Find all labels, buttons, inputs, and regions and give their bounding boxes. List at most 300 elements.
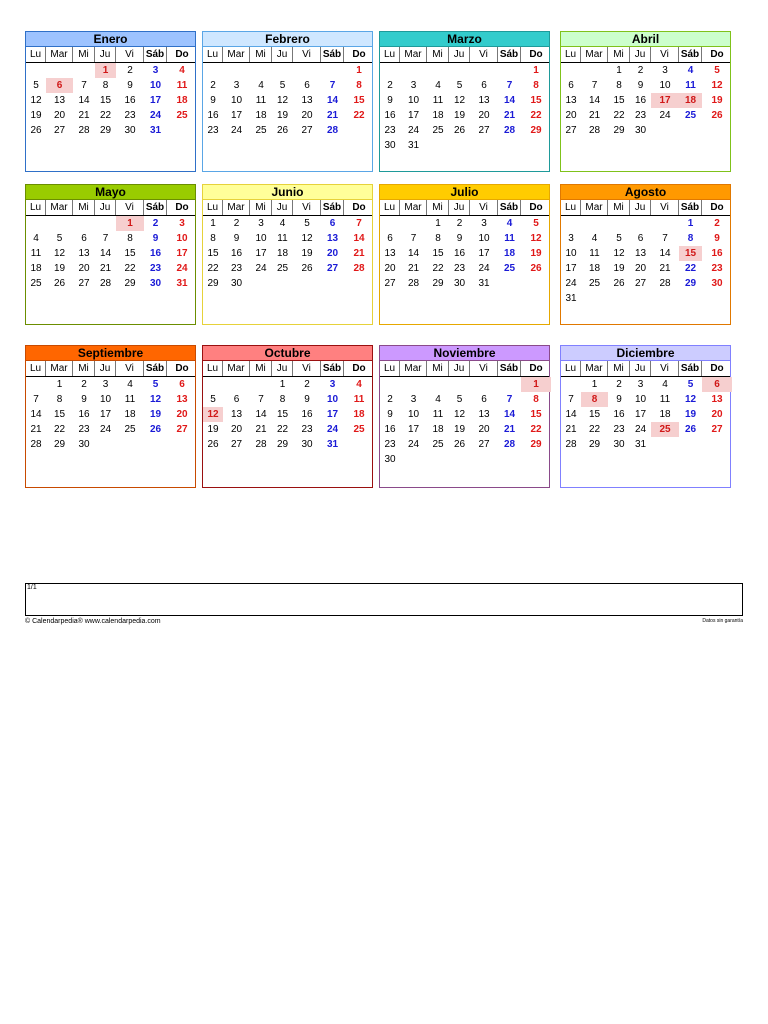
month-title: Septiembre — [26, 346, 195, 361]
day-cell: 9 — [127, 80, 133, 91]
day-cell: 12 — [30, 95, 42, 106]
day-cell: 24 — [478, 263, 490, 274]
day-cell: 26 — [276, 125, 289, 136]
weekday-label: Vi — [651, 361, 679, 376]
day-cell: 23 — [613, 424, 625, 435]
empty-cell — [427, 377, 449, 392]
day-cell: 24 — [255, 263, 267, 274]
day-cell: 13 — [176, 394, 188, 405]
day-cell: 11 — [504, 233, 515, 244]
weekday-label: Sáb — [321, 47, 344, 62]
day-cell: 1 — [687, 218, 694, 229]
day-cell: 23 — [78, 424, 90, 435]
day-cell: 5 — [687, 379, 694, 390]
day-cell: 19 — [453, 424, 466, 435]
day-cell: 22 — [276, 424, 289, 435]
day-cell: 10 — [565, 248, 577, 259]
day-cell: 11 — [432, 95, 444, 106]
weekday-label: Ju — [272, 361, 293, 376]
month-octubre — [202, 345, 373, 488]
weekday-label: Sáb — [679, 361, 702, 376]
weekday-label: Sáb — [679, 200, 702, 215]
day-cell: 7 — [506, 394, 513, 405]
day-cell: 1 — [521, 377, 551, 392]
day-cell: 15 — [207, 248, 219, 259]
day-cell: 13 — [230, 409, 243, 420]
weekday-header — [380, 47, 549, 63]
empty-cell — [449, 63, 470, 78]
day-cell: 11 — [659, 394, 671, 405]
day-cell: 14 — [326, 95, 339, 106]
weekday-label: Mar — [46, 361, 73, 376]
day-cell: 30 — [384, 140, 396, 151]
day-cell: 1 — [279, 379, 286, 390]
day-cell: 28 — [255, 439, 267, 450]
weekday-header — [203, 200, 372, 216]
weekday-label: Do — [352, 202, 366, 213]
month-title: Febrero — [203, 32, 372, 47]
month-title: Agosto — [561, 185, 730, 200]
day-cell: 3 — [481, 218, 487, 229]
weekday-label: Vi — [651, 200, 679, 215]
day-cell: 22 — [530, 424, 542, 435]
month-title: Marzo — [380, 32, 549, 47]
day-cell: 2 — [616, 379, 622, 390]
empty-cell — [293, 63, 321, 78]
page-number: 1/1 — [27, 584, 37, 591]
day-cell: 3 — [637, 379, 644, 390]
day-cell: 24 — [565, 278, 577, 289]
day-cell: 18 — [588, 263, 601, 274]
day-cell: 17 — [149, 95, 162, 106]
day-cell: 12 — [53, 248, 66, 259]
day-cell: 8 — [102, 80, 109, 91]
day-cell: 29 — [432, 278, 444, 289]
day-cell: 25 — [276, 263, 289, 274]
day-cell: 3 — [152, 65, 159, 76]
month-enero — [25, 31, 196, 172]
day-cell: 10 — [478, 233, 490, 244]
day-cell: 10 — [407, 409, 420, 420]
day-cell: 19 — [53, 263, 66, 274]
weekday-label: Sáb — [321, 361, 344, 376]
day-cell: 31 — [176, 278, 188, 289]
day-cell: 23 — [149, 263, 162, 274]
weekday-label: Do — [529, 49, 543, 60]
day-cell: 20 — [230, 424, 243, 435]
day-cell: 21 — [30, 424, 42, 435]
day-cell: 8 — [210, 233, 216, 244]
day-cell: 22 — [432, 263, 444, 274]
day-cell: 6 — [329, 218, 336, 229]
day-cell: 19 — [301, 248, 313, 259]
weekday-label: Vi — [116, 200, 144, 215]
weekday-label: Mi — [608, 361, 630, 376]
day-cell: 28 — [565, 439, 577, 450]
empty-cell — [498, 377, 521, 392]
weekday-label: Do — [710, 49, 724, 60]
day-cell: 22 — [207, 263, 219, 274]
day-cell: 21 — [503, 110, 516, 121]
day-cell: 1 — [533, 65, 539, 76]
weekday-label: Vi — [116, 361, 144, 376]
day-cell: 11 — [277, 233, 288, 244]
day-cell: 8 — [435, 233, 441, 244]
month-days — [203, 377, 372, 452]
day-cell: 28 — [99, 278, 112, 289]
day-cell: 26 — [30, 125, 42, 136]
day-cell: 24 — [99, 424, 112, 435]
day-cell: 17 — [565, 263, 577, 274]
weekday-label: Do — [529, 202, 543, 213]
day-cell: 7 — [258, 394, 264, 405]
weekday-header — [561, 47, 730, 63]
day-cell: 25 — [176, 110, 188, 121]
weekday-label: Ju — [95, 200, 116, 215]
day-cell: 1 — [435, 218, 441, 229]
month-marzo — [379, 31, 550, 172]
day-cell: 7 — [410, 233, 417, 244]
day-cell: 20 — [634, 263, 647, 274]
weekday-label: Lu — [380, 200, 400, 215]
day-cell: 7 — [102, 233, 109, 244]
month-days — [561, 216, 730, 306]
month-days — [561, 377, 730, 452]
weekday-label: Sáb — [498, 200, 521, 215]
day-cell: 26 — [711, 110, 723, 121]
day-cell: 3 — [410, 80, 417, 91]
day-cell: 19 — [711, 95, 723, 106]
day-cell: 5 — [56, 233, 63, 244]
day-cell: 8 — [616, 80, 622, 91]
day-cell: 1 — [56, 379, 63, 390]
day-cell: 4 — [127, 379, 133, 390]
weekday-label: Lu — [203, 200, 223, 215]
day-cell: 3 — [568, 233, 574, 244]
weekday-label: Vi — [293, 200, 321, 215]
day-cell: 8 — [127, 233, 133, 244]
month-title: Enero — [26, 32, 195, 47]
empty-cell — [427, 63, 449, 78]
empty-cell — [380, 63, 400, 78]
day-cell: 21 — [353, 248, 365, 259]
day-cell: 15 — [530, 409, 542, 420]
day-cell: 14 — [353, 233, 365, 244]
day-cell: 14 — [588, 95, 601, 106]
empty-cell — [400, 377, 427, 392]
day-cell: 7 — [81, 80, 87, 91]
day-cell: 4 — [435, 80, 441, 91]
month-days — [380, 63, 549, 153]
day-cell: 18 — [276, 248, 289, 259]
day-cell: 2 — [81, 379, 87, 390]
day-cell: 27 — [53, 125, 66, 136]
day-cell: 22 — [99, 110, 112, 121]
day-cell: 2 — [637, 65, 644, 76]
day-cell: 23 — [230, 263, 243, 274]
day-cell: 9 — [81, 394, 87, 405]
day-cell: 12 — [453, 95, 466, 106]
empty-cell — [73, 216, 95, 231]
day-cell: 20 — [384, 263, 396, 274]
day-cell: 15 — [99, 95, 112, 106]
day-cell: 20 — [711, 409, 723, 420]
day-cell: 25 — [255, 125, 267, 136]
day-cell: 2 — [387, 80, 393, 91]
empty-cell — [223, 377, 250, 392]
empty-cell — [449, 377, 470, 392]
weekday-header — [203, 47, 372, 63]
day-cell: 2 — [387, 394, 393, 405]
day-cell: 7 — [33, 394, 39, 405]
day-cell: 18 — [353, 409, 365, 420]
day-cell: 4 — [356, 379, 362, 390]
day-cell: 7 — [356, 218, 362, 229]
day-cell: 27 — [711, 424, 723, 435]
day-cell: 26 — [149, 424, 162, 435]
day-cell: 4 — [662, 379, 668, 390]
weekday-label: Lu — [26, 361, 46, 376]
day-cell: 24 — [149, 110, 162, 121]
month-febrero — [202, 31, 373, 172]
day-cell: 29 — [588, 439, 601, 450]
month-title: Junio — [203, 185, 372, 200]
day-cell: 15 — [679, 246, 702, 261]
day-cell: 15 — [588, 409, 601, 420]
day-cell: 17 — [651, 93, 679, 108]
day-cell: 16 — [301, 409, 313, 420]
month-days — [26, 377, 195, 452]
day-cell: 4 — [258, 80, 264, 91]
day-cell: 16 — [453, 248, 466, 259]
day-cell: 23 — [711, 263, 723, 274]
day-cell: 28 — [353, 263, 365, 274]
day-cell: 18 — [659, 409, 671, 420]
day-cell: 16 — [634, 95, 647, 106]
month-agosto — [560, 184, 731, 325]
month-title: Noviembre — [380, 346, 549, 361]
weekday-header — [26, 47, 195, 63]
day-cell: 7 — [591, 80, 598, 91]
day-cell: 11 — [432, 409, 444, 420]
day-cell: 24 — [326, 424, 339, 435]
empty-cell — [561, 216, 581, 231]
day-cell: 9 — [387, 409, 393, 420]
day-cell: 12 — [684, 394, 697, 405]
day-cell: 20 — [53, 110, 66, 121]
weekday-label: Vi — [116, 47, 144, 62]
day-cell: 9 — [210, 95, 216, 106]
day-cell: 26 — [453, 439, 466, 450]
day-cell: 26 — [301, 263, 313, 274]
day-cell: 23 — [384, 125, 396, 136]
day-cell: 12 — [301, 233, 313, 244]
day-cell: 26 — [207, 439, 219, 450]
day-cell: 14 — [407, 248, 420, 259]
day-cell: 26 — [613, 278, 625, 289]
month-title: Julio — [380, 185, 549, 200]
day-cell: 17 — [176, 248, 188, 259]
weekday-label: Mi — [73, 361, 95, 376]
empty-cell — [400, 63, 427, 78]
day-cell: 4 — [435, 394, 441, 405]
day-cell: 13 — [78, 248, 90, 259]
empty-cell — [250, 63, 272, 78]
day-cell: 18 — [30, 263, 42, 274]
weekday-label: Mar — [46, 47, 73, 62]
day-cell: 20 — [176, 409, 188, 420]
day-cell: 16 — [149, 248, 162, 259]
month-days — [26, 216, 195, 291]
day-cell: 12 — [530, 233, 542, 244]
day-cell: 30 — [149, 278, 162, 289]
day-cell: 4 — [591, 233, 598, 244]
day-cell: 23 — [453, 263, 466, 274]
day-cell: 21 — [99, 263, 112, 274]
weekday-header — [380, 200, 549, 216]
weekday-label: Do — [710, 202, 724, 213]
day-cell: 11 — [124, 394, 136, 405]
day-cell: 24 — [634, 424, 647, 435]
day-cell: 30 — [124, 125, 136, 136]
day-cell: 12 — [711, 80, 723, 91]
day-cell: 30 — [613, 439, 625, 450]
day-cell: 24 — [407, 125, 420, 136]
day-cell: 10 — [326, 394, 339, 405]
day-cell: 1 — [591, 379, 598, 390]
day-cell: 2 — [304, 379, 310, 390]
empty-cell — [95, 216, 116, 231]
day-cell: 4 — [506, 218, 513, 229]
day-cell: 10 — [149, 80, 162, 91]
day-cell: 29 — [207, 278, 219, 289]
day-cell: 25 — [124, 424, 136, 435]
day-cell: 11 — [685, 80, 696, 91]
empty-cell — [272, 63, 293, 78]
empty-cell — [561, 63, 581, 78]
month-days — [203, 63, 372, 138]
day-cell: 2 — [210, 80, 216, 91]
day-cell: 12 — [613, 248, 625, 259]
empty-cell — [26, 377, 46, 392]
weekday-label: Lu — [203, 47, 223, 62]
month-days — [203, 216, 372, 291]
weekday-label: Mi — [73, 47, 95, 62]
day-cell: 31 — [407, 140, 420, 151]
day-cell: 5 — [33, 80, 39, 91]
day-cell: 1 — [95, 63, 116, 78]
weekday-label: Mi — [250, 200, 272, 215]
day-cell: 25 — [353, 424, 365, 435]
day-cell: 28 — [30, 439, 42, 450]
weekday-label: Mar — [400, 47, 427, 62]
day-cell: 28 — [659, 278, 671, 289]
day-cell: 7 — [329, 80, 336, 91]
day-cell: 25 — [503, 263, 516, 274]
day-cell: 27 — [478, 125, 490, 136]
day-cell: 27 — [301, 125, 313, 136]
weekday-label: Ju — [630, 200, 651, 215]
copyright: © Calendarpedia® www.calendarpedia.com — [25, 618, 161, 625]
day-cell: 14 — [78, 95, 90, 106]
notes-box — [25, 583, 743, 616]
weekday-label: Ju — [630, 361, 651, 376]
day-cell: 19 — [149, 409, 162, 420]
empty-cell — [203, 63, 223, 78]
day-cell: 25 — [651, 422, 679, 437]
weekday-label: Sáb — [679, 47, 702, 62]
month-diciembre — [560, 345, 731, 488]
day-cell: 16 — [230, 248, 243, 259]
day-cell: 16 — [613, 409, 625, 420]
day-cell: 10 — [659, 80, 671, 91]
weekday-label: Lu — [26, 200, 46, 215]
weekday-label: Ju — [95, 361, 116, 376]
day-cell: 19 — [684, 409, 697, 420]
day-cell: 21 — [565, 424, 577, 435]
day-cell: 28 — [78, 125, 90, 136]
day-cell: 24 — [659, 110, 671, 121]
day-cell: 21 — [326, 110, 339, 121]
day-cell: 9 — [456, 233, 463, 244]
day-cell: 16 — [384, 424, 396, 435]
day-cell: 19 — [453, 110, 466, 121]
day-cell: 12 — [453, 409, 466, 420]
day-cell: 30 — [384, 454, 396, 465]
empty-cell — [321, 63, 344, 78]
weekday-label: Do — [352, 49, 366, 60]
weekday-label: Do — [175, 49, 189, 60]
day-cell: 13 — [634, 248, 647, 259]
weekday-label: Mi — [608, 47, 630, 62]
day-cell: 26 — [453, 125, 466, 136]
day-cell: 8 — [533, 80, 539, 91]
day-cell: 20 — [301, 110, 313, 121]
day-cell: 6 — [702, 377, 732, 392]
empty-cell — [223, 63, 250, 78]
day-cell: 28 — [503, 125, 516, 136]
day-cell: 27 — [634, 278, 647, 289]
weekday-label: Sáb — [498, 361, 521, 376]
day-cell: 21 — [588, 110, 601, 121]
day-cell: 10 — [634, 394, 647, 405]
empty-cell — [46, 216, 73, 231]
day-cell: 9 — [637, 80, 644, 91]
day-cell: 19 — [530, 248, 542, 259]
day-cell: 14 — [99, 248, 112, 259]
day-cell: 5 — [616, 233, 622, 244]
weekday-label: Mi — [608, 200, 630, 215]
day-cell: 25 — [432, 125, 444, 136]
empty-cell — [498, 63, 521, 78]
day-cell: 16 — [384, 110, 396, 121]
day-cell: 18 — [503, 248, 516, 259]
day-cell: 18 — [255, 110, 267, 121]
day-cell: 22 — [530, 110, 542, 121]
day-cell: 16 — [711, 248, 723, 259]
weekday-label: Mar — [400, 361, 427, 376]
weekday-label: Mar — [223, 361, 250, 376]
day-cell: 6 — [481, 80, 487, 91]
day-cell: 29 — [276, 439, 289, 450]
day-cell: 27 — [384, 278, 396, 289]
day-cell: 27 — [565, 125, 577, 136]
day-cell: 18 — [679, 93, 702, 108]
day-cell: 30 — [301, 439, 313, 450]
day-cell: 6 — [233, 394, 240, 405]
month-title: Abril — [561, 32, 730, 47]
weekday-label: Vi — [470, 200, 498, 215]
